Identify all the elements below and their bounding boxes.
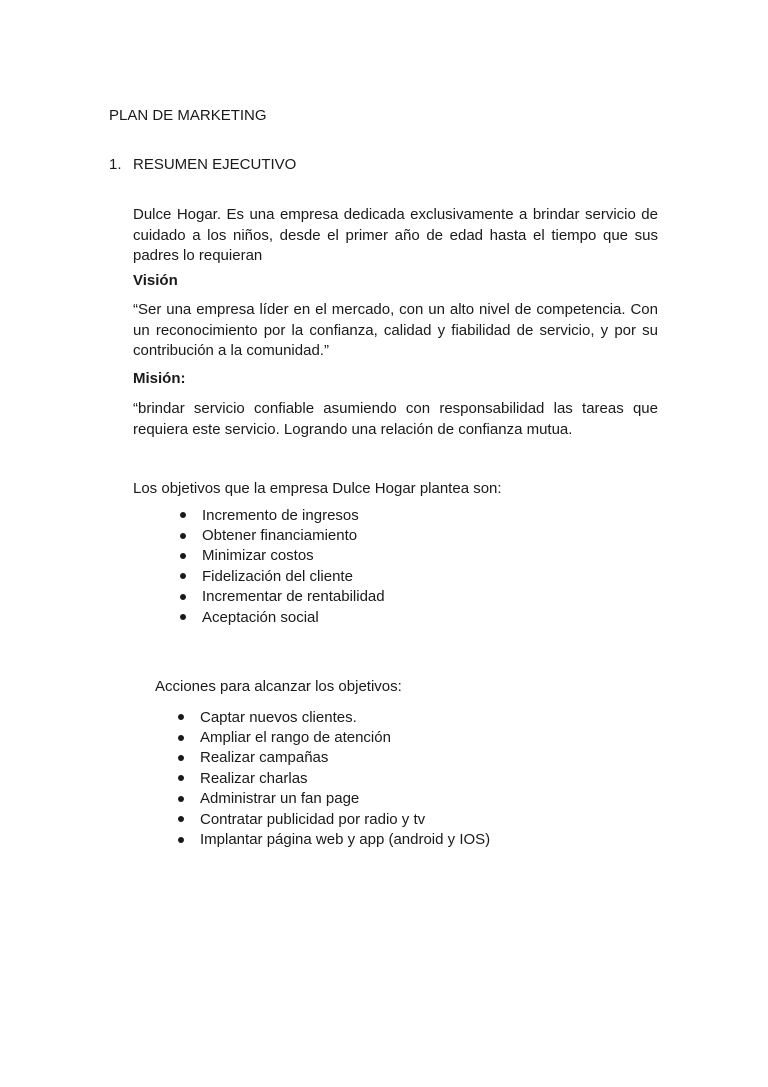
bullet-icon xyxy=(180,512,186,518)
list-item xyxy=(180,566,385,586)
list-item xyxy=(180,546,385,566)
list-item xyxy=(178,809,490,829)
list-item-text: Obtener financiamiento xyxy=(202,527,358,545)
list-item-text: Incrementar de rentabilidad xyxy=(202,588,385,606)
list-item xyxy=(178,789,490,809)
list-item xyxy=(180,607,385,627)
list-item xyxy=(178,829,490,849)
list-item-text: Administrar un fan page xyxy=(200,790,360,808)
list-item-text: Implantar página web y app (android y IOS) xyxy=(200,831,491,849)
bullet-icon xyxy=(180,573,186,579)
list-item xyxy=(178,727,490,747)
list-item xyxy=(180,525,385,545)
bullet-icon xyxy=(178,796,184,802)
list-item-text: Minimizar costos xyxy=(202,547,314,565)
list-item xyxy=(180,587,385,607)
list-item xyxy=(178,768,490,788)
list-item-text: Realizar campañas xyxy=(200,749,329,767)
bullet-icon xyxy=(180,533,186,539)
document-title: PLAN DE MARKETING xyxy=(109,107,267,124)
list-item-text: Captar nuevos clientes. xyxy=(200,708,357,726)
bullet-icon xyxy=(178,775,184,781)
bullet-icon xyxy=(180,594,186,600)
list-item-text: Contratar publicidad por radio y tv xyxy=(200,810,426,828)
mision-heading: Misión: xyxy=(133,370,186,387)
bullet-icon xyxy=(180,614,186,620)
section-number: 1. xyxy=(109,156,122,173)
mision-text: “brindar servicio confiable asumiendo con responsabilidad las tareas que requiera este servicio. Logrando una relación de confianza mutua. xyxy=(133,400,658,438)
vision-text: “Ser una empresa líder en el mercado, con un alto nivel de competencia. Con un reconocimiento por la confianza, calidad y fiabilidad de servicio, y por su contribución a la comunidad.” xyxy=(133,301,658,359)
acciones-list xyxy=(178,707,490,850)
objetivos-intro: Los objetivos que la empresa Dulce Hogar plantea son: xyxy=(133,480,502,497)
bullet-icon xyxy=(178,816,184,822)
list-item-text: Ampliar el rango de atención xyxy=(200,729,391,747)
bullet-icon xyxy=(180,553,186,559)
acciones-intro: Acciones para alcanzar los objetivos: xyxy=(155,678,402,695)
list-item-text: Aceptación social xyxy=(202,608,319,626)
vision-heading: Visión xyxy=(133,272,178,289)
list-item xyxy=(180,505,385,525)
section-title: RESUMEN EJECUTIVO xyxy=(133,156,297,173)
list-item-text: Fidelización del cliente xyxy=(202,567,353,585)
section-heading xyxy=(109,156,296,173)
objetivos-list xyxy=(180,505,385,627)
bullet-icon xyxy=(178,755,184,761)
bullet-icon xyxy=(178,735,184,741)
bullet-icon xyxy=(178,837,184,843)
intro-paragraph: Dulce Hogar. Es una empresa dedicada exclusivamente a brindar servicio de cuidado a los niños, desde el primer año de edad hasta el tiempo que sus padres lo requieran xyxy=(133,206,658,264)
list-item xyxy=(178,707,490,727)
list-item xyxy=(178,748,490,768)
list-item-text: Incremento de ingresos xyxy=(202,506,359,524)
bullet-icon xyxy=(178,714,184,720)
list-item-text: Realizar charlas xyxy=(200,769,308,787)
